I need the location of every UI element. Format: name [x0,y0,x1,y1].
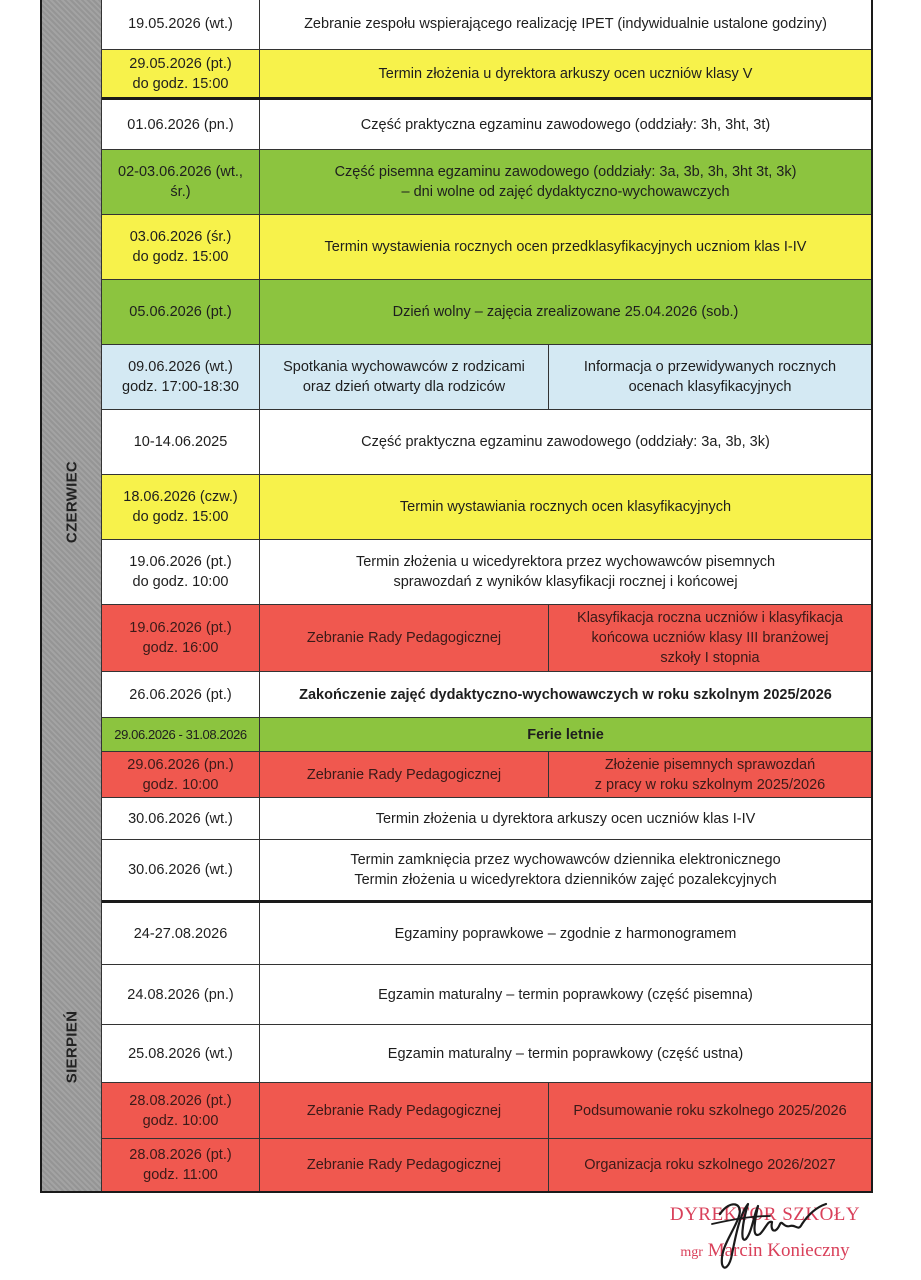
table-row [102,0,871,50]
event-cell: Termin zamknięcia przez wychowawców dziennika elektronicznego Termin złożenia u wicedyrektora dzienników zajęć pozalekcyjnych [350,852,781,888]
table-row [102,903,871,965]
handwritten-signature [690,1194,830,1274]
stamp-person-name: Marcin Konieczny [707,1240,850,1261]
date-cell: 02-03.06.2026 (wt., śr.) [102,150,260,214]
table-row [102,475,871,540]
event-cell: Egzaminy poprawkowe – zgodnie z harmonogramem [394,925,737,942]
table-row [102,1025,871,1083]
date-cell: 24.08.2026 (pn.) [102,965,260,1024]
event-cell: Egzamin maturalny – termin poprawkowy (część pisemna) [378,986,753,1003]
date-cell: 29.06.2026 (pn.) godz. 10:00 [102,752,260,797]
table-row [102,605,871,672]
date-cell: 25.08.2026 (wt.) [102,1025,260,1082]
date-cell: 19.06.2026 (pt.) do godz. 10:00 [102,540,260,604]
event-cell: Zebranie zespołu wspierającego realizację IPET (indywidualnie ustalone godziny) [304,15,827,32]
event-cell-right: Klasyfikacja roczna uczniów i klasyfikacja końcowa uczniów klasy III branżowej szkoły I stopnia [577,610,843,666]
date-cell: 05.06.2026 (pt.) [102,280,260,344]
event-cell: Termin wystawienia rocznych ocen przedklasyfikacyjnych uczniom klas I-IV [324,239,807,255]
table-row [102,410,871,475]
date-cell: 03.06.2026 (śr.) do godz. 15:00 [102,215,260,279]
table-row [102,280,871,345]
date-cell: 09.06.2026 (wt.) godz. 17:00-18:30 [102,345,260,409]
stamp-title: DYREKTOR SZKOŁY [669,1204,861,1225]
table-row [102,1139,871,1191]
table-row [102,540,871,605]
schedule-table [40,0,873,1193]
event-cell: Część praktyczna egzaminu zawodowego (oddziały: 3h, 3ht, 3t) [360,116,771,133]
month-label: SIERPIEŃ [63,1010,80,1084]
event-cell: Termin złożenia u dyrektora arkuszy ocen uczniów klas I-IV [375,810,756,827]
table-row [102,100,871,150]
event-cell: Termin złożenia u dyrektora arkuszy ocen uczniów klasy V [378,65,753,82]
event-cell: Zakończenie zajęć dydaktyczno-wychowawczych w roku szkolnym 2025/2026 [299,686,832,703]
table-row [102,672,871,718]
table-row [102,215,871,280]
event-cell: Ferie letnie [527,726,604,743]
event-cell-right: Informacja o przewidywanych rocznych ocenach klasyfikacyjnych [583,359,837,395]
date-cell: 30.06.2026 (wt.) [102,798,260,839]
date-cell: 10-14.06.2025 [102,410,260,474]
event-cell-left: Zebranie Rady Pedagogicznej [260,752,549,797]
date-cell: 26.06.2026 (pt.) [102,672,260,717]
date-cell: 01.06.2026 (pn.) [102,100,260,149]
table-row [102,840,871,903]
event-cell: Termin wystawiania rocznych ocen klasyfikacyjnych [399,499,732,515]
date-cell: 28.08.2026 (pt.) godz. 10:00 [102,1083,260,1138]
event-cell: Egzamin maturalny – termin poprawkowy (część ustna) [387,1045,744,1062]
date-cell: 19.05.2026 (wt.) [102,0,260,49]
table-row [102,150,871,215]
event-cell: Dzień wolny – zajęcia zrealizowane 25.04.2026 (sob.) [392,304,739,320]
table-row [102,965,871,1025]
date-cell: 30.06.2026 (wt.) [102,840,260,900]
month-label: CZERWIEC [63,460,80,543]
date-cell: 28.08.2026 (pt.) godz. 11:00 [102,1139,260,1191]
month-cell-czerwiec [42,100,102,903]
event-cell-right: Złożenie pisemnych sprawozdań z pracy w roku szkolnym 2025/2026 [594,756,826,793]
table-row [102,718,871,752]
date-cell: 29.06.2026 - 31.08.2026 [102,718,260,751]
date-cell: 29.05.2026 (pt.) do godz. 15:00 [102,50,260,97]
stamp-prefix: mgr [680,1245,703,1260]
date-cell: 19.06.2026 (pt.) godz. 16:00 [102,605,260,671]
event-cell: Część pisemna egzaminu zawodowego (oddziały: 3a, 3b, 3h, 3ht 3t, 3k) – dni wolne od zajęć dydaktyczno-wychowawczych [334,164,797,200]
event-cell-right: Organizacja roku szkolnego 2026/2027 [584,1157,836,1173]
month-cell-may [42,0,102,100]
event-cell: Termin złożenia u wicedyrektora przez wychowawców pisemnych sprawozdań z wyników klasyfikacji rocznej i końcowej [355,554,776,590]
event-cell-left: Spotkania wychowawców z rodzicami oraz dzień otwarty dla rodziców [260,345,549,409]
date-cell: 24-27.08.2026 [102,903,260,964]
table-row [102,752,871,798]
table-row [102,798,871,840]
event-cell-left: Zebranie Rady Pedagogicznej [260,1139,549,1191]
director-stamp [640,1196,890,1276]
event-cell-left: Zebranie Rady Pedagogicznej [260,605,549,671]
month-cell-sierpien [42,903,102,1191]
table-row [102,345,871,410]
table-row [102,50,871,100]
event-cell-left: Zebranie Rady Pedagogicznej [260,1083,549,1138]
event-cell-right: Podsumowanie roku szkolnego 2025/2026 [573,1102,847,1119]
table-row [102,1083,871,1139]
event-cell: Część praktyczna egzaminu zawodowego (oddziały: 3a, 3b, 3k) [361,434,770,450]
date-cell: 18.06.2026 (czw.) do godz. 15:00 [102,475,260,539]
